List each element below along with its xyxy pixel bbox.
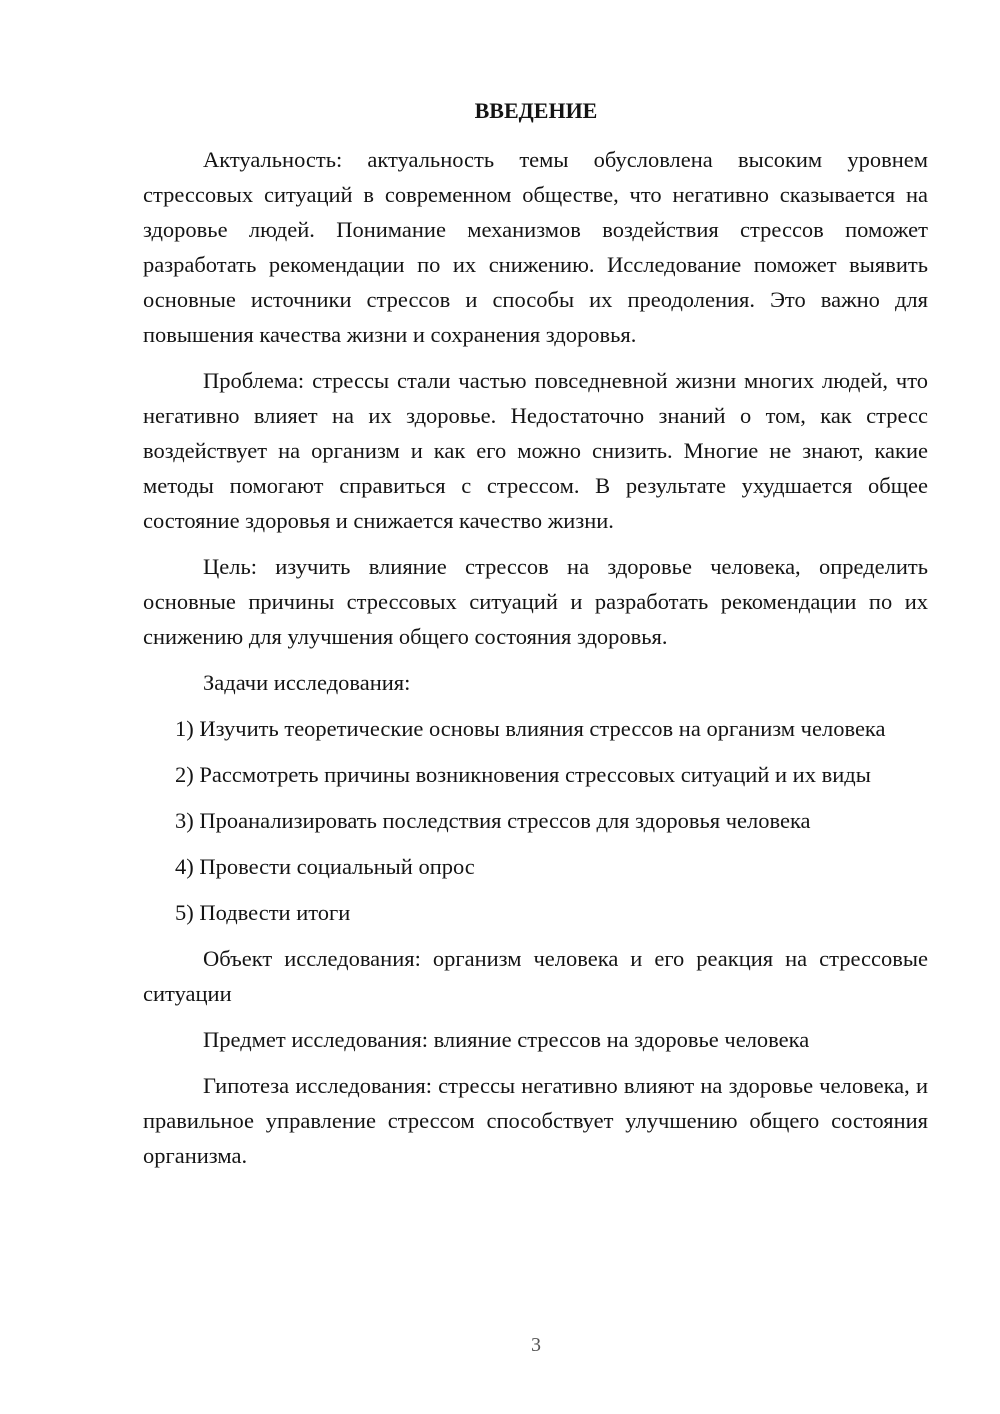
paragraph-problem: Проблема: стрессы стали частью повседневной жизни многих людей, что негативно влияет на их здоровье. Недостаточно знаний о том, как стресс воздействует на организм и как его можно снизить. Многие не знают, какие методы помогают справиться с стрессом. В результате ухудшается общее состояние здоровья и снижается качество жизни. xyxy=(143,368,928,533)
task-item: 1) Изучить теоретические основы влияния стрессов на организм человека xyxy=(175,716,886,741)
section-heading: ВВЕДЕНИЕ xyxy=(474,98,598,123)
page-number: 3 xyxy=(531,1334,541,1356)
task-item: 4) Провести социальный опрос xyxy=(175,854,475,879)
paragraph-hypothesis: Гипотеза исследования: стрессы негативно влияют на здоровье человека, и правильное управление стрессом способствует улучшению общего состояния организма. xyxy=(143,1073,928,1168)
paragraph-relevance: Актуальность: актуальность темы обусловлена высоким уровнем стрессовых ситуаций в современном обществе, что негативно сказывается на здоровье людей. Понимание механизмов воздействия стрессов поможет разработать рекомендации по их снижению. Исследование поможет выявить основные источники стрессов и способы их преодоления. Это важно для повышения качества жизни и сохранения здоровья. xyxy=(143,147,928,347)
paragraph-goal: Цель: изучить влияние стрессов на здоровье человека, определить основные причины стрессовых ситуаций и разработать рекомендации по их снижению для улучшения общего состояния здоровья. xyxy=(143,554,928,649)
paragraph-subject: Предмет исследования: влияние стрессов на здоровье человека xyxy=(203,1027,810,1052)
task-item: 5) Подвести итоги xyxy=(175,900,351,925)
task-item: 2) Рассмотреть причины возникновения стрессовых ситуаций и их виды xyxy=(175,762,871,787)
paragraph-tasks-intro: Задачи исследования: xyxy=(203,670,411,695)
page-body xyxy=(143,142,928,1184)
task-item: 3) Проанализировать последствия стрессов для здоровья человека xyxy=(175,808,811,833)
paragraph-object: Объект исследования: организм человека и его реакция на стрессовые ситуации xyxy=(143,946,928,1006)
